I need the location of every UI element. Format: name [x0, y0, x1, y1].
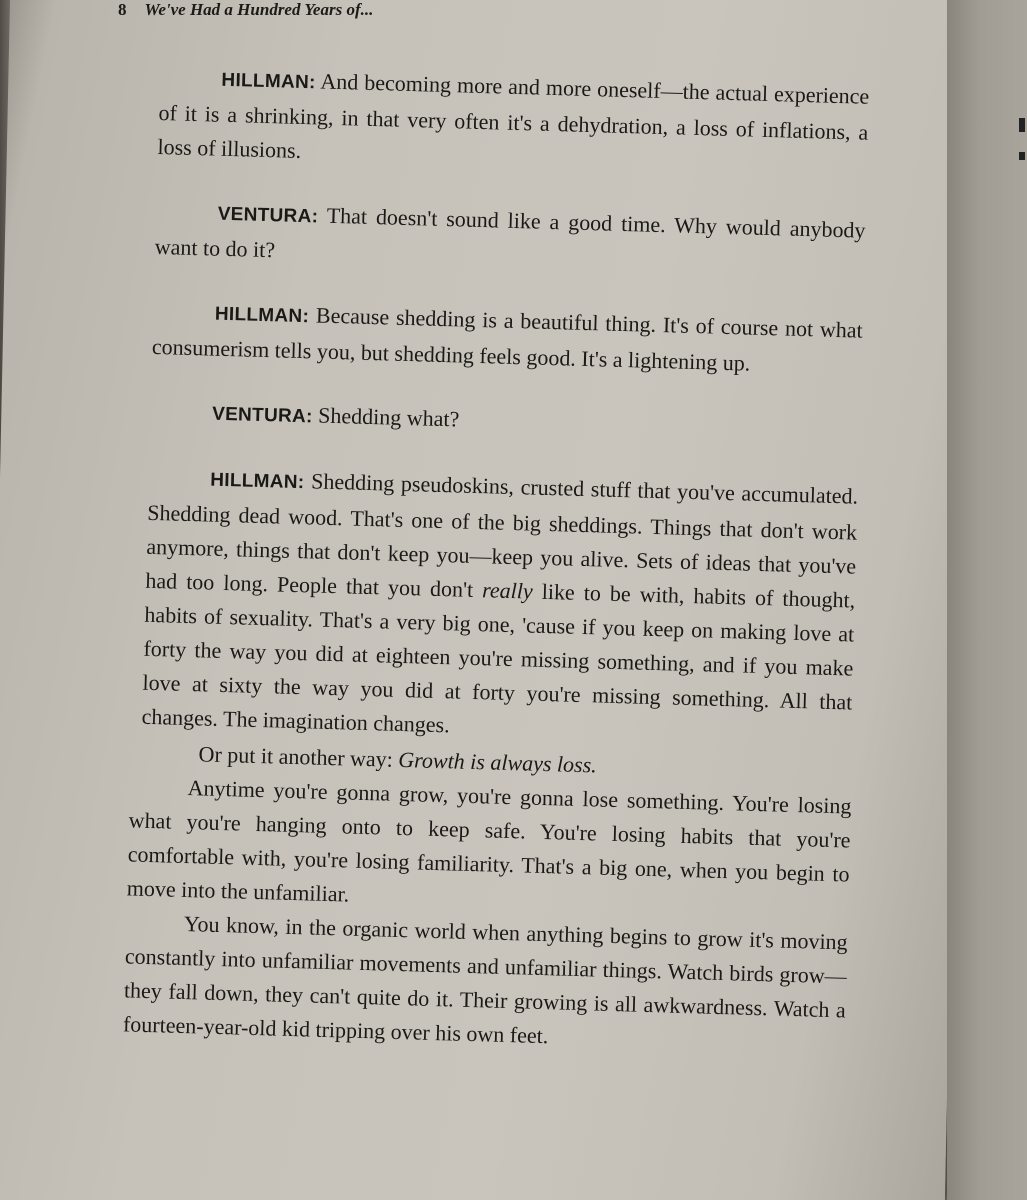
- speaker-label: VENTURA:: [217, 203, 319, 228]
- speech-text: Because shedding is a beautiful thing. It's of course not what consumerism tells you, but shedding feels good. It's a lightening up.: [151, 302, 864, 376]
- speaker-label: HILLMAN:: [221, 69, 316, 94]
- next-page-glyph: [1019, 152, 1025, 160]
- speech-hillman-3: [141, 460, 858, 754]
- speech-ventura-2: [150, 394, 861, 450]
- speech-text: like to be with, habits of thought, habits of sexuality. That's a very big one, 'cause if you keep on making love at forty the way you did at eighteen you're missing something, and if you make love at sixty the way you did at forty you're missing something. All that changes. The imagination changes.: [141, 578, 856, 738]
- speech-hillman-1: [157, 60, 870, 184]
- speech-emphasis: really: [481, 577, 534, 604]
- speech-text: Shedding what?: [317, 402, 460, 432]
- speech-text: And becoming more and more oneself—the actual experience of it is a shrinking, in that very often it's a dehydration, a loss of inflations, a loss of illusions.: [157, 68, 870, 163]
- paragraph-text: Anytime you're gonna grow, you're gonna lose something. You're losing what you're hanging onto to keep safe. You're losing habits that you're comfortable with, you're losing familiarity. That's a big one, when you begin to move into the unfamiliar.: [126, 775, 852, 907]
- paragraph-text: Or put it another way:: [198, 741, 399, 772]
- running-head-title: We've Had a Hundred Years of...: [144, 0, 374, 19]
- speaker-label: VENTURA:: [211, 403, 313, 428]
- paragraph-anytime: [126, 769, 852, 925]
- running-head: [118, 0, 373, 20]
- speaker-label: HILLMAN:: [209, 469, 305, 494]
- next-page-glyph: [1019, 118, 1025, 132]
- speech-text: That doesn't sound like a good time. Why would anybody want to do it?: [154, 202, 866, 263]
- speech-hillman-2: [152, 294, 864, 384]
- paragraph-emphasis: Growth is always loss.: [398, 746, 598, 778]
- page-text: [122, 60, 870, 1061]
- paragraph-text: You know, in the organic world when anything begins to grow it's moving constantly into unfamiliar movements and unfamiliar things. Watch birds grow—they fall down, they can't quite do it. Their growing is all awkwardness. Watch a fourteen-year-old kid tripping over his own feet.: [122, 911, 848, 1049]
- page-number: 8: [118, 0, 127, 19]
- speech-ventura-1: [154, 194, 866, 284]
- next-page-edge: [947, 0, 1027, 1200]
- paragraph-organic-world: [123, 905, 849, 1061]
- speaker-label: HILLMAN:: [214, 303, 310, 328]
- speech-text: Shedding pseudoskins, crusted stuff that you've accumulated. Shedding dead wood. That's one of the big sheddings. Things that don't work anymore, things that don't keep you—keep you alive. Sets of ideas that you've had too long. People that you don't: [145, 468, 859, 603]
